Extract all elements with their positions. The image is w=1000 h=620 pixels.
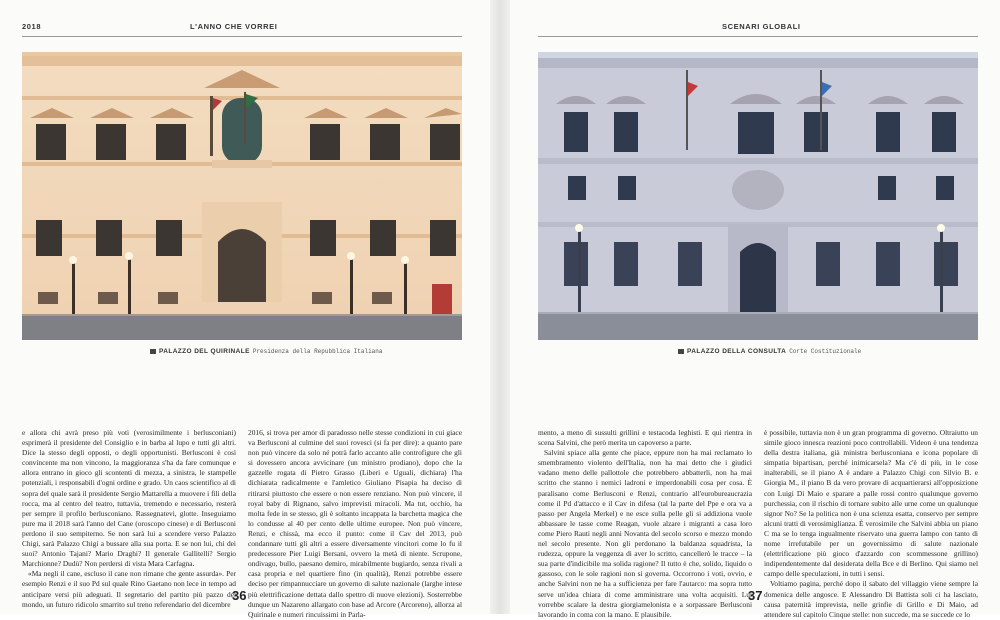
running-head-year: 2018 [22,22,42,31]
text-column-3 [538,428,752,619]
paragraph: 2016, si trova per amor di paradosso nelle stesse condizioni in cui giace va Berlusconi al culmine del suoi rovesci (si fa per dire): a quanto pare non può vincere da solo né potrà farlo accanto alle controfigure che gli si dovessero ancora avvicinare (un ministro prodiano), dopo che la gazzelle rogata di Pietro Grasso (Liberi e Uguali, dichiara) l'ha dichiarata radicalmente e l'amletico Giuliano Pisapia ha deciso di ritirarsi piuttosto che essere o non essere renziano. Non può vincere, il royal baby di Rignano, salvo imprevisti miracoli. Ma tut, occhio, ha molta fede in se stesso, gli è soltanto incappata la barchetta magica che lo condusse al 40 per cento delle ultime europee. Non può vincere, Renzi, e chissà, ma ecco il punto: come il Cav del 2013, può condannare tutti gli altri a essere diversamente vincitori come lo fu il predecessore Pier Luigi Bersani, ovvero la metà di niente. Scrupone, ondivago, bullo, paesano demiro, mirabilmente bugiardo, senza rivali a casa propria e nel quartiere fino (in qualità), Renzi potrebbe essere deciso per rimpannucciare un governo di salute nazionale (larghe intese più elettrificazione dettata dallo spettro di nuove elezioni). Sosterrebbe dunque un Nazareno allargato con base ad Arcore (Arcoreno), allorza al Quirinale e numeri rincuissimi in Parla- [248,428,462,619]
text-column-2 [248,428,462,619]
caption-title: PALAZZO DEL QUIRINALE [159,348,250,355]
photo-quirinale [22,52,462,340]
paragraph: Salvini spiace alla gente che piace, eppure non ha mai reclamato lo smembramento violento dell'Italia, non ha mai detto che i giudici vadano meno delle pallottole che potrebbero abbatterli, non ha mai scritto che stanno i nemici ladroni e imperdonabili cosa per cosa. È paralisano come Berlusconi e Renzi, contrario all'eurobureaucrazia come il Pd d'attacco e il Cav in difesa (tal la parte del Ppe e ora va a passo per Angela Merkel) e ne esce sulla pelle gli si addiziona vuole abbassare le tasse come Reagan, vuole alzare i migranti a casa loro come Piero Rauti negli anni Novanta del secolo scorso e mezzo mondo nel secolo presente. Non gli perdonano la baldanza squadrista, la rudezza, oppure la veggenza di aver lo scritto, cancellerò le tracce – la sua parte d'indicibile ma solida ragione? Il tutto è che, solido, liquido o gassoso, con le sole ragioni non si governa. Occorrono i voti, ovvio, e anche Salvini non ne ha a sufficienza per fare l'autarco: ma sopra tutto serve un'idea chiara di come amministrare una volta acquisiti. Lui vorrebbe scalare la destra giorgiamelonista e a sorpassare Berlusconi lavorando in coma con la mano. E plausibile. [538,448,752,619]
paragraph: e allora chi avrà preso più voti (verosimilmente i berlusconiani) esprimerà il presidente del Consiglio e in barba al lupo e tutti gli altri. Dice la stesso degli opposti, o degli opportunisti. Berlusconi è così convincente ma non vincono, la maggioranza s'ha da fare comunque e allora entrano in gioco gli scontenti di mezza, a sinistra, le stampelle potenziali, i responsabili d'ogni ordine e grado. Un caos scientifico al di sopra del quale sarà il presidente Sergio Mattarella a muovere i fili della rocca, ma al centro del teatro, tuttavia, tremendo e necessario, resterà per sempre il profilo berlusconiano. Rassegnatevi, glotte. Inseguiamo pure ma il 2018 sarà l'anno del Cane (oroscopo cinese) e di Berlusconi perdono il suo sempiterno. Se non sarà lui a scendere verso Palazzo Chigi, sarà Palazzo Chigi a bussare alla sua porta. E se non lui, chi dei suoi? Antonio Tajani? Mario Draghi? Il generale Gallitelli? Sergio Marchionne? Dudù? Non perdersi di vista Mara Carfagna. [22,428,236,569]
running-head-title: SCENARI GLOBALI [722,22,801,31]
paragraph: mento, a meno di sussulti grillini e testacoda leghisti. E qui rientra in scena Salvini, che però merita un capoverso a parte. [538,428,752,448]
camera-icon [678,349,684,354]
paragraph: Voltiamo pagina, perché dopo il sabato del villaggio viene sempre la domenica delle angosce. E Alessandro Di Battista soli ci ha lasciato, causa paternità imprevista, nelle grinfie di Grillo e Di Maio, ad attendere sul capitolo Cinque stelle: non succede, ma se succede ce lo [764,579,978,619]
caption-subtitle: Presidenza della Repubblica Italiana [252,348,383,355]
left-page [0,0,490,619]
header-rule [538,36,978,37]
paragraph: è possibile, tuttavia non è un gran programma di governo. Oltraiutto un simile gioco innesca reazioni poco controllabili. Videon è una tendenza della destra italiana, già ministra berlusconiana e icona popolare di simpatia bipartisan, perché inimicarsela? Ma c'è di più, in le cose inalterabili, se il piano A è andare a Palazzo Chigi con Silvio B. e Giorgia M., il piano B da vero provare di acquartierarsi all'opposizione con Luigi Di Maio e sparare a palle rossi contro qualunque governo purchessia, con il rischio di tornare subito alle urne come un qualunque signor No? Se la politica non è una scienza esatta, conservo per sempre alcuni tratti di verosimiglianza. È verosimile che Salvini abbia un piano C ma se lo tenga ingualmente riservato una guerra lampo con tanto di nome irrefutabile per un governissimo di salute nazionale (elettrificazione più gioco d'azzardo con scommessone grillino) indipendentemente dal desiderata della Bce e di Berlino. Qui siamo nel campo delle speculazioni, in tutti i sensi. [764,428,978,579]
running-head-title: L'ANNO CHE VORREI [190,22,278,31]
photo-caption-consulta [678,348,861,355]
spine-gutter [490,0,510,614]
page-number: 37 [748,588,763,603]
caption-title: PALAZZO DELLA CONSULTA [687,348,787,355]
paragraph: «Ma negli il cane, escluso il cane non rimane che gente assurda». Per esempio Renzi e il suo Pd sul quale Rino Gaetano non lece in tempo ad anticipare versi più adeguati. Il segretario del partito più pazzo del mondo, un futuro ridicolo smarrito sul treno referendario del dicembre [22,569,236,609]
text-column-1 [22,428,236,609]
right-page [510,0,1000,619]
photo-caption-quirinale [150,348,382,355]
text-column-4 [764,428,978,619]
photo-consulta [538,52,978,340]
page-number: 36 [232,588,247,603]
camera-icon [150,349,156,354]
header-rule [22,36,462,37]
caption-subtitle: Corte Costituzionale [789,348,862,355]
